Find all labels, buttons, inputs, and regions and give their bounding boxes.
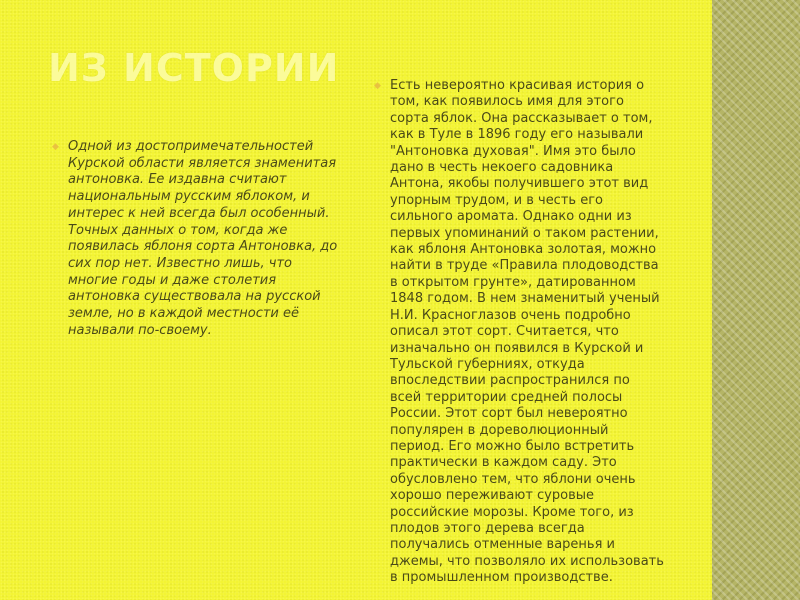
bullet-icon: ◆: [52, 142, 59, 152]
left-bullet-item: [52, 139, 342, 339]
slide-title: ИЗ ИСТОРИИ: [48, 46, 340, 90]
right-bullet-item: [374, 78, 664, 587]
decorative-side-strip: [712, 0, 800, 600]
bullet-icon: ◆: [374, 81, 381, 91]
left-paragraph: Одной из достопримечательностей Курской области является знаменитая антоновка. Ее издавна считают национальным русским яблоком, и интерес к ней всегда был особенный. Точных данных о том, когда же появилась яблоня сорта Антоновка, до сих пор нет. Известно лишь, что многие годы и даже столетия антоновка существовала на русской земле, но в каждой местности её называли по-своему.: [68, 139, 338, 338]
right-paragraph: Есть невероятно красивая история о том, как появилось имя для этого сорта яблок. Она рассказывает о том, как в Туле в 1896 году его называли "Антоновка духовая". Имя это было дано в честь некоего садовника Антона, якобы получившего этот вид упорным трудом, и в честь его сильного аромата. Однако одни из первых упоминаний о таком растении, как яблоня Антоновка золотая, можно найти в труде «Правила плодоводства в открытом грунте», датированном 1848 годом. В нем знаменитый ученый Н.И. Красноглазов очень подробно описал этот сорт. Считается, что изначально он появился в Курской и Тульской губерниях, откуда впоследствии распространился по всей территории средней полосы России. Этот сорт был невероятно популярен в дореволюционный период. Его можно было встретить практически в каждом саду. Это обусловлено тем, что яблони очень хорошо переживают суровые российские морозы. Кроме того, из плодов этого дерева всегда получались отменные варенья и джемы, что позволяло их использовать в промышленном производстве.: [390, 78, 664, 586]
